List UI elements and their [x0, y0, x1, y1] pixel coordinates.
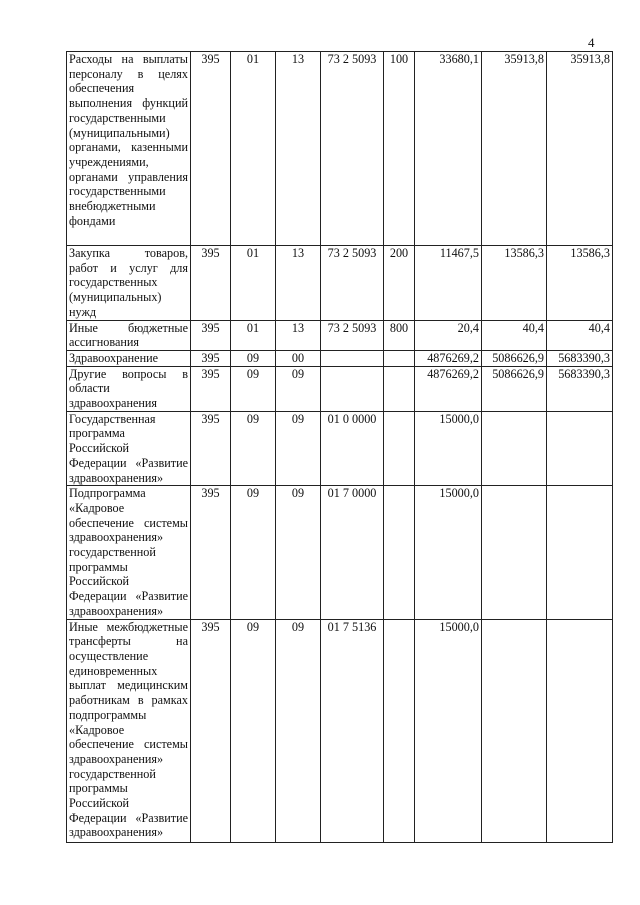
expense-type-code: 200	[384, 246, 415, 321]
section-code: 09	[231, 619, 276, 842]
item-name: Иные межбюджетные трансферты на осуществление единовременных выплат медицинским работникам в рамках подпрограммы «Кадровое обеспечение системы здравоохранения» государственной программы Российской Федерации «Развитие здравоохранения»	[67, 619, 191, 842]
ministry-code: 395	[191, 350, 231, 366]
table-row	[67, 246, 613, 321]
target-article-code: 73 2 5093	[321, 52, 384, 246]
section-code: 09	[231, 366, 276, 411]
section-code: 09	[231, 486, 276, 619]
table-row	[67, 350, 613, 366]
amount-year-2	[482, 619, 547, 842]
amount-year-2	[482, 411, 547, 486]
amount-year-3: 5683390,3	[547, 350, 613, 366]
expense-type-code	[384, 619, 415, 842]
amount-year-2: 5086626,9	[482, 350, 547, 366]
amount-year-2: 35913,8	[482, 52, 547, 246]
table-row	[67, 486, 613, 619]
target-article-code	[321, 350, 384, 366]
target-article-code: 01 0 0000	[321, 411, 384, 486]
ministry-code: 395	[191, 52, 231, 246]
expense-type-code	[384, 350, 415, 366]
section-code: 01	[231, 52, 276, 246]
subsection-code: 00	[276, 350, 321, 366]
amount-year-1: 20,4	[415, 320, 482, 350]
amount-year-3: 35913,8	[547, 52, 613, 246]
page-number: 4	[588, 35, 595, 50]
amount-year-3: 5683390,3	[547, 366, 613, 411]
target-article-code: 73 2 5093	[321, 320, 384, 350]
subsection-code: 09	[276, 619, 321, 842]
table-row	[67, 411, 613, 486]
subsection-code: 09	[276, 486, 321, 619]
target-article-code: 01 7 5136	[321, 619, 384, 842]
amount-year-1: 11467,5	[415, 246, 482, 321]
ministry-code: 395	[191, 486, 231, 619]
item-name: Иные бюджетные ассигнования	[67, 320, 191, 350]
ministry-code: 395	[191, 320, 231, 350]
expense-type-code: 100	[384, 52, 415, 246]
target-article-code	[321, 366, 384, 411]
budget-table	[66, 51, 613, 843]
table-row	[67, 366, 613, 411]
section-code: 09	[231, 411, 276, 486]
expense-type-code: 800	[384, 320, 415, 350]
amount-year-2: 13586,3	[482, 246, 547, 321]
amount-year-1: 4876269,2	[415, 350, 482, 366]
subsection-code: 13	[276, 246, 321, 321]
ministry-code: 395	[191, 366, 231, 411]
amount-year-1: 4876269,2	[415, 366, 482, 411]
expense-type-code	[384, 486, 415, 619]
amount-year-3	[547, 619, 613, 842]
subsection-code: 09	[276, 411, 321, 486]
ministry-code: 395	[191, 411, 231, 486]
table-row	[67, 52, 613, 246]
amount-year-3: 40,4	[547, 320, 613, 350]
amount-year-2	[482, 486, 547, 619]
item-name: Подпрограмма «Кадровое обеспечение системы здравоохранения» государственной программы Российской Федерации «Развитие здравоохранения»	[67, 486, 191, 619]
section-code: 09	[231, 350, 276, 366]
expense-type-code	[384, 411, 415, 486]
amount-year-1: 15000,0	[415, 619, 482, 842]
section-code: 01	[231, 246, 276, 321]
item-name: Другие вопросы в области здравоохранения	[67, 366, 191, 411]
amount-year-2: 5086626,9	[482, 366, 547, 411]
table-row	[67, 619, 613, 842]
section-code: 01	[231, 320, 276, 350]
amount-year-1: 33680,1	[415, 52, 482, 246]
amount-year-3: 13586,3	[547, 246, 613, 321]
amount-year-3	[547, 486, 613, 619]
item-name: Государственная программа Российской Федерации «Развитие здравоохранения»	[67, 411, 191, 486]
item-name: Закупка товаров, работ и услуг для государственных (муниципальных) нужд	[67, 246, 191, 321]
amount-year-2: 40,4	[482, 320, 547, 350]
subsection-code: 13	[276, 52, 321, 246]
amount-year-1: 15000,0	[415, 486, 482, 619]
target-article-code: 73 2 5093	[321, 246, 384, 321]
subsection-code: 09	[276, 366, 321, 411]
item-name: Здравоохранение	[67, 350, 191, 366]
target-article-code: 01 7 0000	[321, 486, 384, 619]
table-row	[67, 320, 613, 350]
amount-year-1: 15000,0	[415, 411, 482, 486]
subsection-code: 13	[276, 320, 321, 350]
ministry-code: 395	[191, 246, 231, 321]
item-name: Расходы на выплаты персоналу в целях обеспечения выполнения функций государственными (муниципальными) органами, казенными учреждениями, органами управления государственными внебюджетными фондами	[67, 52, 191, 246]
expense-type-code	[384, 366, 415, 411]
ministry-code: 395	[191, 619, 231, 842]
amount-year-3	[547, 411, 613, 486]
